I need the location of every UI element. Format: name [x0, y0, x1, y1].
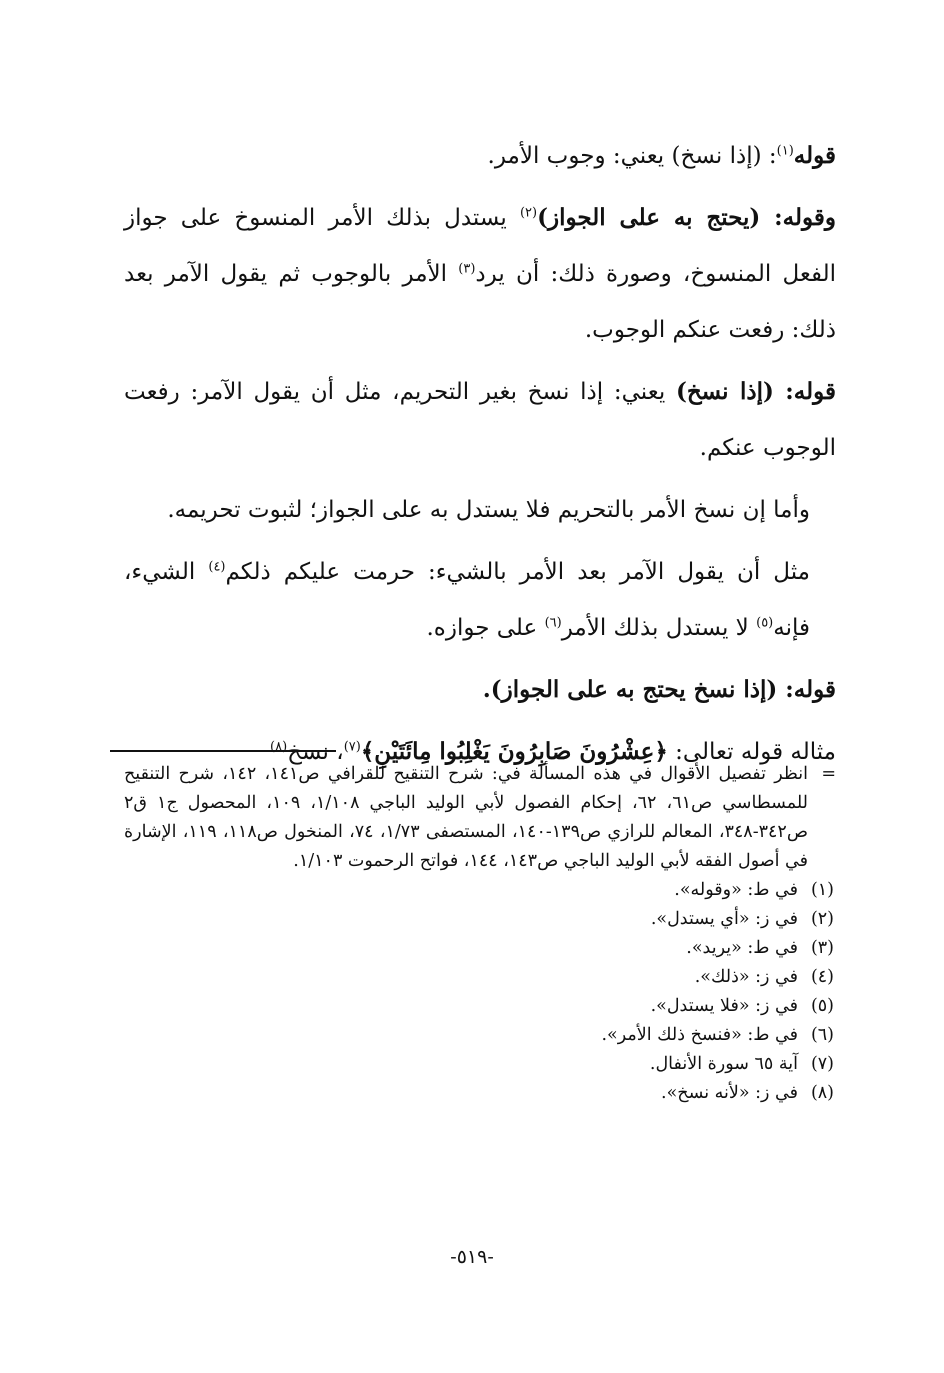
- footnote-text: في ز: «فلا يستدل».: [650, 996, 798, 1016]
- footnote-text: في ط: «وقوله».: [674, 880, 798, 900]
- footnote-7: [124, 1050, 836, 1079]
- footnote-text: في ز: «أي يستدل».: [650, 909, 798, 929]
- footnote-reference: (١): [776, 143, 794, 159]
- paragraph-2: [124, 190, 836, 358]
- footnote-text: آية ٦٥ سورة الأنفال.: [649, 1054, 798, 1074]
- footnote-5: [124, 992, 836, 1021]
- paragraph-text: على جوازه.: [426, 615, 545, 641]
- footnote-separator: [110, 750, 336, 752]
- paragraph-text: ، نسخ: [287, 739, 344, 765]
- paragraph-5: [124, 544, 836, 656]
- footnote-reference: (٤): [208, 559, 226, 575]
- footnote-number: (١): [810, 880, 834, 900]
- continuation-marker: =: [821, 764, 836, 784]
- footnote-number: (٧): [810, 1054, 834, 1074]
- footnote-text: في ط: «فنسخ ذلك الأمر».: [601, 1025, 798, 1045]
- footnote-number: (٢): [810, 909, 834, 929]
- quran-verse: ﴿عِشْرُونَ صَابِرُونَ يَغْلِبُوا مِائَتَيْنِ﴾: [360, 738, 668, 765]
- footnote-3: [124, 934, 836, 963]
- paragraph-lead: قوله: (إذا نسخ يحتج به على الجواز).: [482, 676, 836, 703]
- footnote-reference: (٧): [343, 739, 361, 755]
- footnote-6: [124, 1021, 836, 1050]
- paragraph-lead: قوله: [793, 142, 836, 169]
- paragraph-text: الشيء، فإنه: [124, 559, 810, 641]
- paragraph-1: [124, 128, 836, 184]
- footnote-4: [124, 963, 836, 992]
- paragraph-lead: قوله: (إذا نسخ): [675, 378, 836, 405]
- footnote-reference: (٣): [458, 261, 476, 277]
- footnote-number: (٥): [810, 996, 834, 1016]
- footnote-number: (٦): [810, 1025, 834, 1045]
- footnote-reference: (٨): [270, 739, 288, 755]
- footnote-text: في ز: «ذلك».: [694, 967, 798, 987]
- footnote-reference: (٥): [756, 615, 774, 631]
- footnotes: [124, 760, 836, 1108]
- footnote-8: [124, 1079, 836, 1108]
- footnote-list: [124, 876, 836, 1108]
- footnote-number: (٤): [810, 967, 834, 987]
- footnote-1: [124, 876, 836, 905]
- paragraph-text: يستدل بذلك الأمر المنسوخ على جواز الفعل المنسوخ، وصورة ذلك: أن يرد: [124, 205, 836, 287]
- footnote-continuation: [124, 760, 836, 876]
- page-number: -٥١٩-: [450, 1246, 494, 1268]
- paragraph-text: مثاله قوله تعالى:: [667, 739, 836, 765]
- paragraph-text: : (إذا نسخ) يعني: وجوب الأمر.: [487, 143, 777, 169]
- footnote-reference: (٦): [544, 615, 562, 631]
- footnote-number: (٨): [810, 1083, 834, 1103]
- paragraph-4: [124, 482, 836, 538]
- footnote-reference: (٢): [519, 205, 538, 221]
- paragraph-text: الأمر بالوجوب ثم يقول الآمر بعد ذلك: رفعت عنكم الوجوب.: [124, 261, 836, 343]
- paragraph-6: [124, 662, 836, 718]
- paragraph-3: [124, 364, 836, 476]
- footnote-text: في ط: «يريد».: [686, 938, 798, 958]
- footnote-continuation-text: انظر تفصيل الأقوال في هذه المسألة في: شرح التنقيح للقرافي ص١٤١، ١٤٢، شرح التنقيح للمسطاسي ص٦١، ٦٢، إحكام الفصول لأبي الوليد الباجي ١/١٠٨، ١٠٩، المحصول ج١ ق٢ ص٣٤٢-٣٤٨، المعالم للرازي ص١٣٩-١٤٠، المستصفى ١/٧٣، ٧٤، المنخول ص١١٨، ١١٩، الإشارة في أصول الفقه لأبي الوليد الباجي ص١٤٣، ١٤٤، فواتح الرحموت ١/١٠٣.: [124, 764, 809, 871]
- footnote-2: [124, 905, 836, 934]
- main-text: [124, 128, 836, 786]
- footnote-text: في ز: «لأنه نسخ».: [661, 1083, 798, 1103]
- paragraph-text: يعني: إذا نسخ بغير التحريم، مثل أن يقول الآمر: رفعت الوجوب عنكم.: [124, 379, 836, 461]
- paragraph-lead: وقوله: (يحتج به على الجواز): [537, 204, 836, 231]
- footnote-number: (٣): [810, 938, 834, 958]
- paragraph-text: لا يستدل بذلك الأمر: [561, 615, 757, 641]
- paragraph-text: مثل أن يقول الآمر بعد الأمر بالشيء: حرمت عليكم ذلكم: [225, 559, 810, 585]
- paragraph-text: وأما إن نسخ الأمر بالتحريم فلا يستدل به على الجواز؛ لثبوت تحريمه.: [167, 497, 810, 523]
